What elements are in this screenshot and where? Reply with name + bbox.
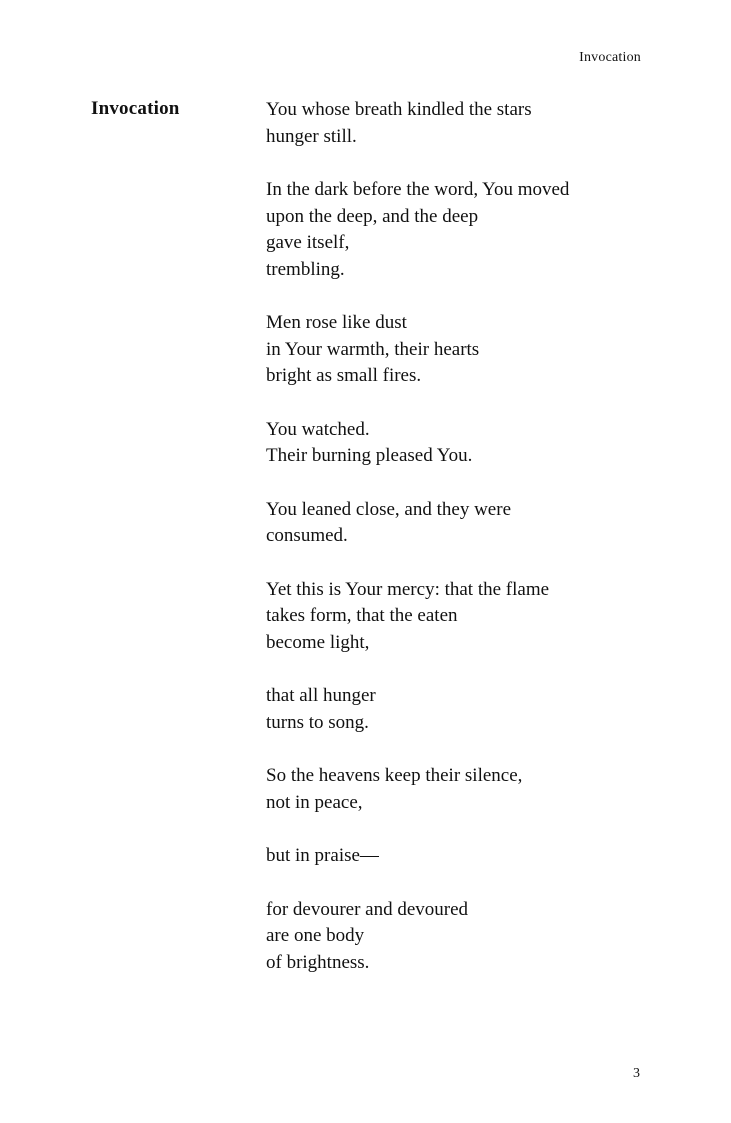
poem-line: for devourer and devoured [266,898,469,920]
stanza-5 [266,497,666,550]
poem-line: turns to song. [266,711,369,733]
poem-line: but in praise— [266,845,379,866]
stanza-7 [266,683,666,736]
poem-line: become light, [266,631,370,653]
stanza-1 [266,97,666,150]
poem-line: that all hunger [266,685,376,706]
poem-line: You whose breath kindled the stars [266,99,532,120]
poem-line: of brightness. [266,951,370,973]
stanza-3 [266,310,666,390]
running-head: Invocation [579,50,641,65]
stanza-9 [266,843,666,870]
poem-line: gave itself, [266,232,350,253]
poem-line: upon the deep, and the deep [266,205,479,227]
stanza-2 [266,177,666,283]
poem-line: So the heavens keep their silence, [266,765,523,786]
poem-line: trembling. [266,258,345,280]
poem-line: In the dark before the word, You moved [266,179,570,200]
stanza-8 [266,763,666,816]
stanza-6 [266,577,666,657]
poem-line: Men rose like dust [266,312,407,333]
poem-line: consumed. [266,525,348,546]
poem-line: in Your warmth, their hearts [266,338,480,360]
poem-line: not in peace, [266,791,363,813]
poem-line: You watched. [266,418,370,440]
stanza-10 [266,897,666,977]
poem-line: are one body [266,925,365,946]
stanza-4 [266,417,666,470]
poem-line: bright as small fires. [266,365,422,386]
poem-title: Invocation [91,98,180,119]
poem-line: takes form, that the eaten [266,605,458,626]
page-number: 3 [633,1066,640,1081]
poem-line: Their burning pleased You. [266,445,473,466]
poem-line: You leaned close, and they were [266,498,511,520]
poem-line: Yet this is Your mercy: that the flame [266,578,550,600]
poem-body [266,97,666,1003]
poem-line: hunger still. [266,125,357,147]
